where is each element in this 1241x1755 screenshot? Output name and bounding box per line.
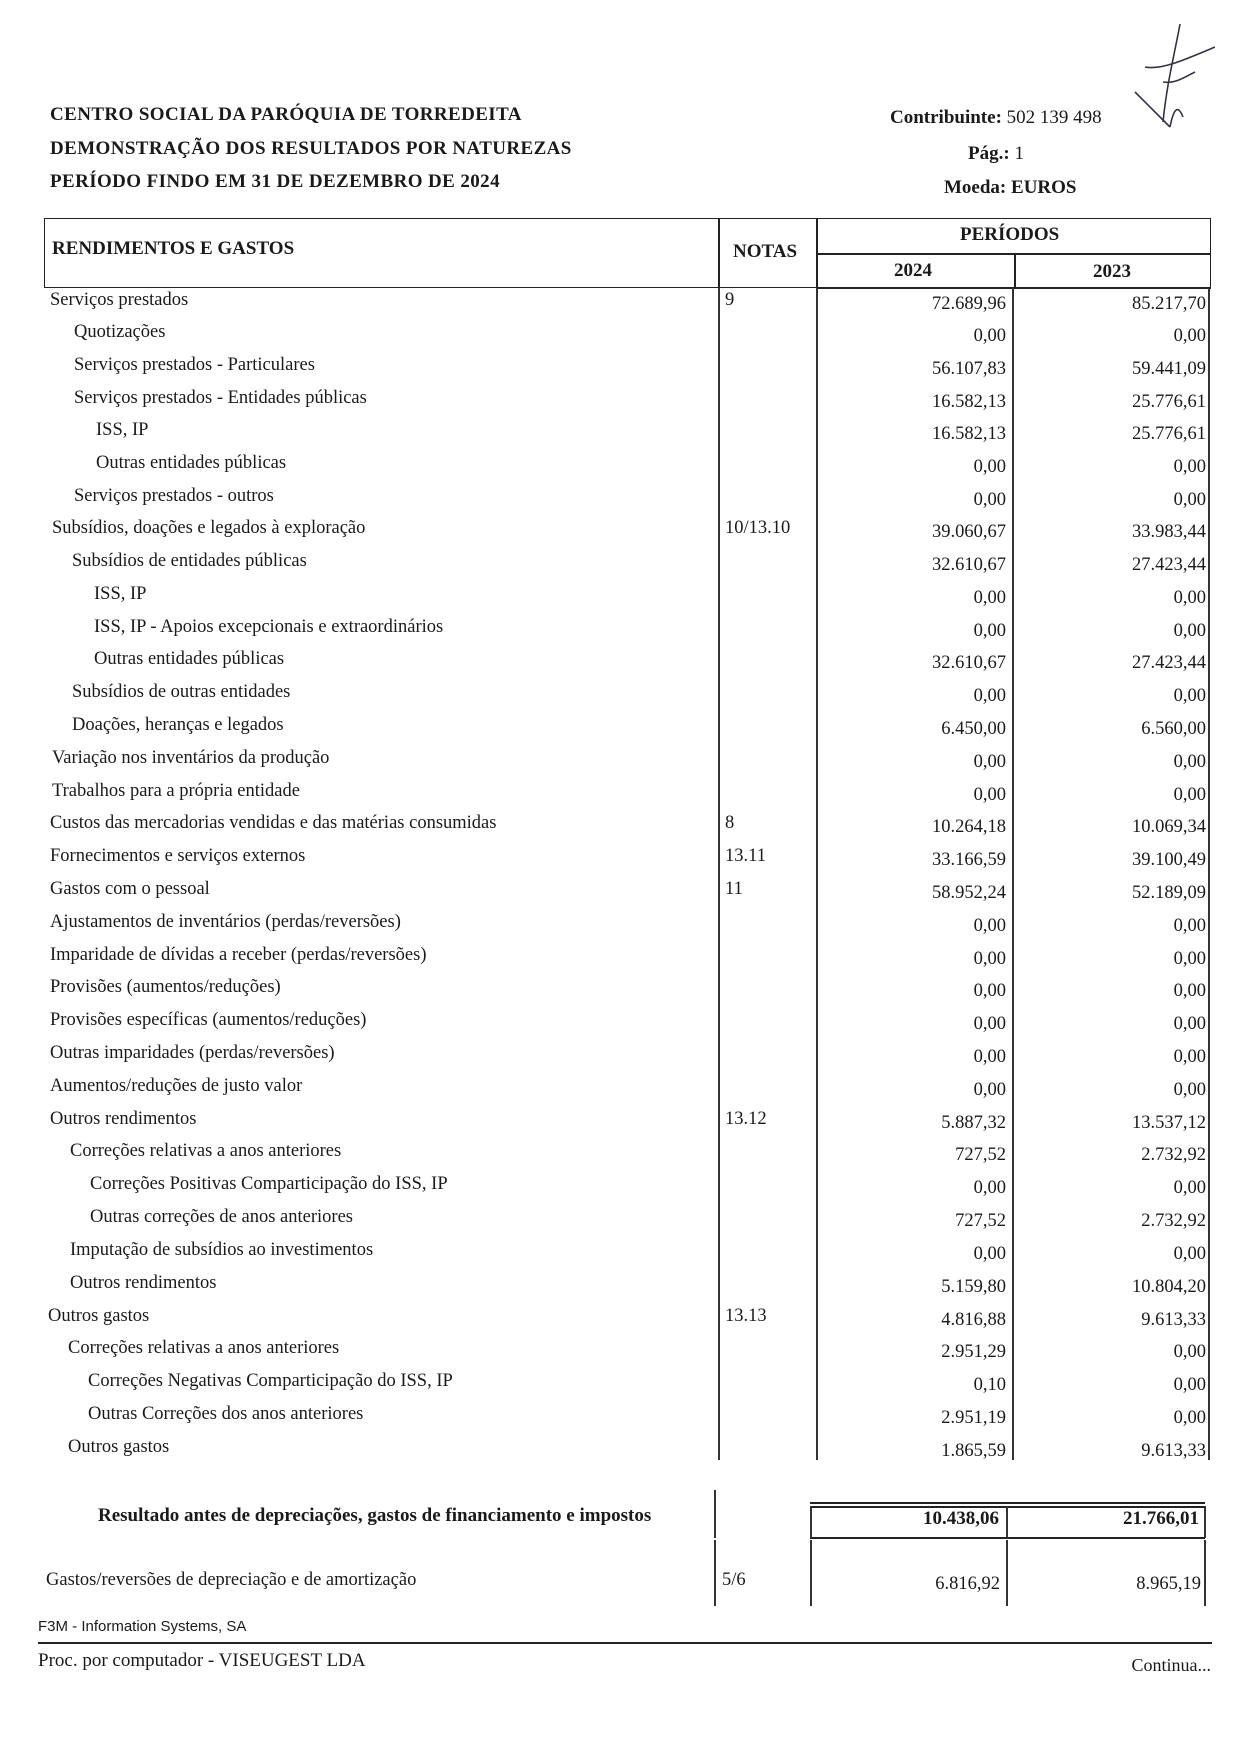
page-info [968,143,1024,165]
row-label: Serviços prestados - Particulares [74,355,315,375]
row-value-2024: 0,00 [973,588,1006,608]
currency-value: EUROS [1011,177,1077,198]
row-value-2023: 0,00 [1173,490,1206,510]
row-value-2023: 25.776,61 [1132,424,1206,444]
table-row [0,649,1241,679]
row-label: Fornecimentos e serviços externos [50,846,306,866]
row-label: Outras correções de anos anteriores [90,1207,353,1227]
table-row [0,879,1241,909]
row-value-2023: 0,00 [1173,1244,1206,1264]
divider [810,1502,1205,1504]
row-label: ISS, IP - Apoios excepcionais e extraordinários [94,617,444,637]
row-label: Correções relativas a anos anteriores [70,1141,342,1161]
table-row [0,518,1241,548]
table-row [0,617,1241,647]
row-label: Outros gastos [48,1306,150,1326]
row-label: Correções relativas a anos anteriores [68,1338,340,1358]
row-label: Outras Correções dos anos anteriores [88,1404,364,1424]
row-label: Subsídios, doações e legados à exploração [52,518,366,538]
table-row [0,945,1241,975]
software-credit: F3M - Information Systems, SA [38,1618,247,1635]
table-row [0,1076,1241,1106]
row-value-2023: 0,00 [1173,588,1206,608]
col-header-items: RENDIMENTOS E GASTOS [52,238,295,259]
row-value-2023: 0,00 [1173,1408,1206,1428]
row-value-2024: 5.887,32 [941,1113,1006,1133]
row-value-2024: 0,00 [973,916,1006,936]
row-label: Outras imparidades (perdas/reversões) [50,1043,335,1063]
row-label: Imparidade de dívidas a receber (perdas/reversões) [50,945,427,965]
col-header-periods: PERÍODOS [960,224,1060,245]
row-value-2024: 0,00 [973,752,1006,772]
row-value-2023: 0,00 [1173,1342,1206,1362]
table-row [0,1207,1241,1237]
row-label: Correções Negativas Comparticipação do ISS, IP [88,1371,453,1391]
row-value-2024: 58.952,24 [932,883,1006,903]
row-value-2024: 0,10 [973,1375,1006,1395]
row-note: 5/6 [722,1570,746,1590]
row-value-2024: 1.865,59 [941,1441,1006,1461]
divider [1006,1506,1008,1538]
row-value-2023: 0,00 [1173,916,1206,936]
currency-label: Moeda: [944,177,1007,198]
row-value-2024: 72.689,96 [932,294,1006,314]
row-value-2023: 0,00 [1173,1375,1206,1395]
row-label: Provisões específicas (aumentos/reduções) [50,1010,367,1030]
table-row [0,1109,1241,1139]
currency-info [944,177,1076,199]
table-row [0,290,1241,320]
row-label: Gastos/reversões de depreciação e de amortização [46,1570,417,1590]
row-value-2024: 0,00 [973,686,1006,706]
table-row [0,1240,1241,1270]
divider [810,1537,1205,1539]
row-value-2024: 5.159,80 [941,1277,1006,1297]
row-label: Trabalhos para a própria entidade [52,781,300,801]
divider [1014,254,1016,288]
row-label: Subsídios de entidades públicas [72,551,307,571]
row-note: 8 [725,813,735,833]
row-value-2024: 6.450,00 [941,719,1006,739]
row-value-2024: 0,00 [973,621,1006,641]
row-label: Serviços prestados - Entidades públicas [74,388,367,408]
row-value-2023: 25.776,61 [1132,392,1206,412]
total-2024: 10.438,06 [923,1508,999,1529]
table-row [0,748,1241,778]
row-value-2023: 0,00 [1173,1014,1206,1034]
divider [718,218,720,288]
row-value-2023: 0,00 [1173,1080,1206,1100]
row-value-2023: 0,00 [1173,1178,1206,1198]
page-value: 1 [1014,143,1024,164]
row-note: 13.11 [725,846,766,866]
row-label: Serviços prestados [50,290,189,310]
row-value-2023: 0,00 [1173,981,1206,1001]
row-label: Imputação de subsídios ao investimentos [70,1240,374,1260]
row-label: Gastos com o pessoal [50,879,210,899]
row-label: ISS, IP [94,584,147,604]
row-value-2023: 2.732,92 [1141,1145,1206,1165]
table-row [0,1404,1241,1434]
row-label: Subsídios de outras entidades [72,682,291,702]
table-row [0,1570,1241,1600]
table-row [0,486,1241,516]
col-header-2023: 2023 [1093,261,1131,282]
entity-name: CENTRO SOCIAL DA PARÓQUIA DE TORREDEITA [50,104,522,125]
table-row [0,715,1241,745]
continues-label: Continua... [1131,1655,1211,1675]
row-value-2023: 39.100,49 [1132,850,1206,870]
table-row [0,1174,1241,1204]
row-label: Outros gastos [68,1437,170,1457]
row-value-2023: 9.613,33 [1141,1310,1206,1330]
table-row [0,977,1241,1007]
row-value-2024: 0,00 [973,1080,1006,1100]
row-value-2023: 2.732,92 [1141,1211,1206,1231]
row-value-2023: 0,00 [1173,457,1206,477]
table-row [0,1141,1241,1171]
col-header-notes: NOTAS [733,241,798,262]
row-value-2024: 2.951,29 [941,1342,1006,1362]
row-value-2024: 0,00 [973,457,1006,477]
table-row [0,846,1241,876]
row-label: Variação nos inventários da produção [52,748,330,768]
table-row [0,1437,1241,1467]
taxpayer-label: Contribuinte: [890,107,1002,128]
row-value-2024: 0,00 [973,1047,1006,1067]
row-value-2023: 0,00 [1173,686,1206,706]
table-row [0,584,1241,614]
row-value-2024: 4.816,88 [941,1310,1006,1330]
row-value-2023: 27.423,44 [1132,555,1206,575]
table-row [0,682,1241,712]
row-label: Ajustamentos de inventários (perdas/reversões) [50,912,401,932]
row-value-2023: 0,00 [1173,326,1206,346]
row-label: Outros rendimentos [70,1273,217,1293]
table-row [0,781,1241,811]
row-value-2024: 0,00 [973,949,1006,969]
divider [1204,1506,1206,1538]
row-value-2023: 0,00 [1173,1047,1206,1067]
table-row [0,1371,1241,1401]
table-row [0,551,1241,581]
col-header-2024: 2024 [894,260,932,281]
table-row [0,355,1241,385]
row-note: 13.12 [725,1109,767,1129]
row-value-2024: 6.816,92 [935,1574,1000,1594]
row-value-2023: 13.537,12 [1132,1113,1206,1133]
row-value-2023: 59.441,09 [1132,359,1206,379]
row-label: Doações, heranças e legados [72,715,284,735]
statement-title: DEMONSTRAÇÃO DOS RESULTADOS POR NATUREZAS [50,138,572,159]
row-value-2023: 8.965,19 [1136,1574,1201,1594]
total-2023: 21.766,01 [1123,1508,1199,1529]
table-row [0,813,1241,843]
total-label: Resultado antes de depreciações, gastos de financiamento e impostos [98,1505,652,1526]
table-row [0,322,1241,352]
signature-mark [1125,22,1215,142]
table-row [0,1273,1241,1303]
processed-by: Proc. por computador - VISEUGEST LDA [38,1650,366,1671]
taxpayer-value: 502 139 498 [1006,107,1102,128]
row-value-2024: 0,00 [973,981,1006,1001]
row-value-2023: 0,00 [1173,949,1206,969]
row-value-2023: 85.217,70 [1132,294,1206,314]
row-label: Outras entidades públicas [94,649,285,669]
row-value-2024: 56.107,83 [932,359,1006,379]
row-label: Correções Positivas Comparticipação do ISS, IP [90,1174,448,1194]
row-label: Provisões (aumentos/reduções) [50,977,281,997]
row-label: Serviços prestados - outros [74,486,274,506]
row-value-2024: 10.264,18 [932,817,1006,837]
row-value-2024: 16.582,13 [932,392,1006,412]
row-value-2024: 0,00 [973,1244,1006,1264]
row-label: Quotizações [74,322,166,342]
row-value-2023: 52.189,09 [1132,883,1206,903]
row-value-2024: 727,52 [955,1211,1006,1231]
row-value-2024: 16.582,13 [932,424,1006,444]
row-value-2024: 727,52 [955,1145,1006,1165]
taxpayer-info [890,107,1102,129]
row-value-2024: 0,00 [973,490,1006,510]
row-value-2024: 2.951,19 [941,1408,1006,1428]
row-value-2023: 10.804,20 [1132,1277,1206,1297]
table-row [0,1043,1241,1073]
table-row [0,912,1241,942]
row-note: 13.13 [725,1306,767,1326]
footer-divider [38,1642,1212,1644]
divider [816,253,1211,255]
row-label: Outras entidades públicas [96,453,287,473]
row-value-2024: 33.166,59 [932,850,1006,870]
table-row [0,1306,1241,1336]
divider [810,1506,812,1538]
row-label: Outros rendimentos [50,1109,197,1129]
row-value-2024: 0,00 [973,1014,1006,1034]
row-value-2024: 0,00 [973,785,1006,805]
row-value-2024: 0,00 [973,1178,1006,1198]
row-value-2024: 0,00 [973,326,1006,346]
row-value-2024: 32.610,67 [932,653,1006,673]
row-value-2023: 0,00 [1173,752,1206,772]
row-note: 10/13.10 [725,518,791,538]
row-value-2024: 39.060,67 [932,522,1006,542]
row-label: Aumentos/reduções de justo valor [50,1076,303,1096]
divider [714,1490,716,1538]
table-row [0,453,1241,483]
row-note: 9 [725,290,735,310]
row-value-2023: 6.560,00 [1141,719,1206,739]
row-label: Custos das mercadorias vendidas e das matérias consumidas [50,813,497,833]
row-value-2023: 0,00 [1173,621,1206,641]
row-value-2023: 33.983,44 [1132,522,1206,542]
period-title: PERÍODO FINDO EM 31 DE DEZEMBRO DE 2024 [50,171,500,192]
row-value-2024: 32.610,67 [932,555,1006,575]
table-row [0,388,1241,418]
row-value-2023: 0,00 [1173,785,1206,805]
table-row [0,1010,1241,1040]
row-value-2023: 9.613,33 [1141,1441,1206,1461]
table-row [0,1338,1241,1368]
row-note: 11 [725,879,743,899]
page-label: Pág.: [968,143,1010,164]
table-row [0,420,1241,450]
row-label: ISS, IP [96,420,149,440]
divider [816,287,1211,289]
row-value-2023: 10.069,34 [1132,817,1206,837]
row-value-2023: 27.423,44 [1132,653,1206,673]
